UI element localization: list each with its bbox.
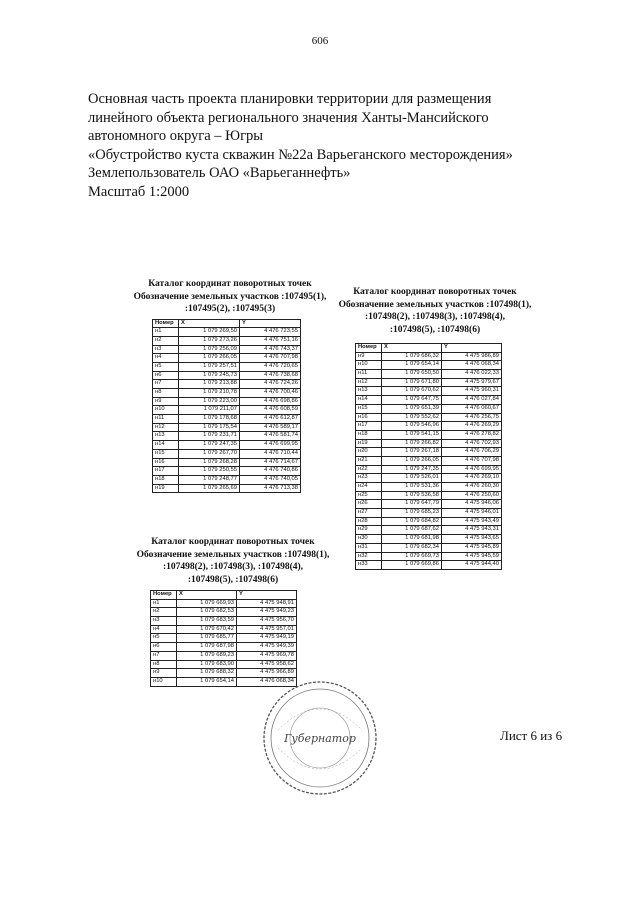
table-row bbox=[356, 483, 502, 492]
heading-line: автономного округа – Югры bbox=[88, 128, 264, 145]
point-id-cell: н26 bbox=[356, 500, 382, 509]
column-header: Номер bbox=[153, 319, 179, 328]
table-row bbox=[356, 474, 502, 483]
x-coordinate-cell: 1 079 223,00 bbox=[179, 397, 240, 406]
y-coordinate-cell: 4 475 944,40 bbox=[442, 561, 502, 570]
table-row bbox=[151, 617, 297, 626]
table-row bbox=[356, 448, 502, 457]
x-coordinate-cell: 1 079 647,75 bbox=[382, 396, 442, 405]
catalog-title-line: Каталог координат поворотных точек bbox=[148, 279, 312, 289]
x-coordinate-cell: 1 079 273,26 bbox=[179, 336, 240, 345]
catalog-title bbox=[125, 278, 335, 316]
x-coordinate-cell: 1 079 654,14 bbox=[177, 677, 237, 686]
y-coordinate-cell: 4 475 949,19 bbox=[237, 634, 297, 643]
point-id-cell: н2 bbox=[153, 336, 179, 345]
point-id-cell: н10 bbox=[151, 677, 177, 686]
y-coordinate-cell: 4 476 702,93 bbox=[442, 439, 502, 448]
table-row bbox=[153, 432, 301, 441]
table-row bbox=[356, 500, 502, 509]
table-row bbox=[151, 669, 297, 678]
point-id-cell: н2 bbox=[151, 608, 177, 617]
y-coordinate-cell: 4 476 612,87 bbox=[240, 415, 301, 424]
governor-seal-stamp bbox=[260, 678, 380, 798]
x-coordinate-cell: 1 079 670,62 bbox=[382, 387, 442, 396]
x-coordinate-cell: 1 079 647,79 bbox=[382, 500, 442, 509]
point-id-cell: н5 bbox=[151, 634, 177, 643]
x-coordinate-cell: 1 079 267,18 bbox=[382, 448, 442, 457]
y-coordinate-cell: 4 475 979,67 bbox=[442, 378, 502, 387]
point-id-cell: н16 bbox=[356, 413, 382, 422]
y-coordinate-cell: 4 476 278,82 bbox=[442, 430, 502, 439]
point-id-cell: н8 bbox=[151, 660, 177, 669]
point-id-cell: н19 bbox=[356, 439, 382, 448]
table-row bbox=[153, 328, 301, 337]
table-header-row bbox=[153, 319, 301, 328]
y-coordinate-cell: 4 476 022,33 bbox=[442, 370, 502, 379]
table-row bbox=[153, 397, 301, 406]
y-coordinate-cell: 4 476 720,65 bbox=[240, 362, 301, 371]
heading-line: Масштаб 1:2000 bbox=[88, 183, 190, 200]
table-row bbox=[356, 456, 502, 465]
x-coordinate-cell: 1 079 689,23 bbox=[177, 651, 237, 660]
x-coordinate-cell: 1 079 265,69 bbox=[179, 484, 240, 493]
x-coordinate-cell: 1 079 682,53 bbox=[177, 608, 237, 617]
heading-line: Землепользователь ОАО «Варьеганнефть» bbox=[88, 165, 351, 182]
x-coordinate-cell: 1 079 256,09 bbox=[179, 345, 240, 354]
y-coordinate-cell: 4 475 943,31 bbox=[442, 526, 502, 535]
y-coordinate-cell: 4 475 956,70 bbox=[237, 617, 297, 626]
x-coordinate-cell: 1 079 266,05 bbox=[382, 456, 442, 465]
x-coordinate-cell: 1 079 257,51 bbox=[179, 362, 240, 371]
column-header: Y bbox=[442, 344, 502, 353]
catalog-title-line: Обозначение земельных участков :107498(1), bbox=[338, 299, 532, 310]
y-coordinate-cell: 4 476 269,29 bbox=[442, 422, 502, 431]
catalog-title-line: Каталог координат поворотных точек bbox=[151, 537, 315, 547]
y-coordinate-cell: 4 475 960,31 bbox=[442, 387, 502, 396]
x-coordinate-cell: 1 079 687,62 bbox=[382, 526, 442, 535]
table-row bbox=[356, 352, 502, 361]
y-coordinate-cell: 4 475 949,23 bbox=[237, 608, 297, 617]
x-coordinate-cell: 1 079 247,35 bbox=[179, 441, 240, 450]
point-id-cell: н8 bbox=[153, 389, 179, 398]
y-coordinate-cell: 4 476 581,74 bbox=[240, 432, 301, 441]
table-row bbox=[151, 651, 297, 660]
y-coordinate-cell: 4 476 751,16 bbox=[240, 336, 301, 345]
x-coordinate-cell: 1 079 213,88 bbox=[179, 380, 240, 389]
point-id-cell: н13 bbox=[153, 432, 179, 441]
x-coordinate-cell: 1 079 650,50 bbox=[382, 370, 442, 379]
point-id-cell: н29 bbox=[356, 526, 382, 535]
y-coordinate-cell: 4 475 945,89 bbox=[442, 543, 502, 552]
y-coordinate-cell: 4 476 724,26 bbox=[240, 380, 301, 389]
x-coordinate-cell: 1 079 669,86 bbox=[382, 561, 442, 570]
y-coordinate-cell: 4 475 966,89 bbox=[237, 669, 297, 678]
point-id-cell: н22 bbox=[356, 465, 382, 474]
point-id-cell: н18 bbox=[153, 475, 179, 484]
x-coordinate-cell: 1 079 687,98 bbox=[177, 643, 237, 652]
point-id-cell: н3 bbox=[153, 345, 179, 354]
table-row bbox=[153, 336, 301, 345]
sheet-number: Лист 6 из 6 bbox=[500, 728, 563, 743]
y-coordinate-cell: 4 475 958,62 bbox=[237, 660, 297, 669]
x-coordinate-cell: 1 079 684,82 bbox=[382, 517, 442, 526]
y-coordinate-cell: 4 476 700,46 bbox=[240, 389, 301, 398]
document-heading bbox=[88, 90, 558, 202]
heading-line: «Обустройство куста скважин №22а Варьеганского месторождения» bbox=[88, 146, 513, 163]
point-id-cell: н6 bbox=[153, 371, 179, 380]
y-coordinate-cell: 4 476 707,98 bbox=[442, 456, 502, 465]
x-coordinate-cell: 1 079 536,58 bbox=[382, 491, 442, 500]
y-coordinate-cell: 4 476 710,44 bbox=[240, 449, 301, 458]
point-id-cell: н3 bbox=[151, 617, 177, 626]
y-coordinate-cell: 4 476 723,55 bbox=[240, 328, 301, 337]
y-coordinate-cell: 4 476 699,95 bbox=[442, 465, 502, 474]
point-id-cell: н15 bbox=[356, 404, 382, 413]
x-coordinate-cell: 1 079 250,55 bbox=[179, 467, 240, 476]
table-row bbox=[356, 430, 502, 439]
y-coordinate-cell: 4 475 943,49 bbox=[442, 517, 502, 526]
y-coordinate-cell: 4 476 060,67 bbox=[442, 404, 502, 413]
y-coordinate-cell: 4 476 740,05 bbox=[240, 475, 301, 484]
table-row bbox=[356, 465, 502, 474]
y-coordinate-cell: 4 475 946,06 bbox=[442, 500, 502, 509]
x-coordinate-cell: 1 079 552,62 bbox=[382, 413, 442, 422]
point-id-cell: н18 bbox=[356, 430, 382, 439]
point-id-cell: н16 bbox=[153, 458, 179, 467]
point-id-cell: н24 bbox=[356, 483, 382, 492]
point-id-cell: н31 bbox=[356, 543, 382, 552]
heading-line: линейного объекта регионального значения Ханты-Мансийского bbox=[88, 109, 489, 126]
catalog-title-line: :107495(2), :107495(3) bbox=[184, 304, 276, 314]
point-id-cell: н9 bbox=[356, 352, 382, 361]
catalog-title bbox=[128, 536, 338, 586]
y-coordinate-cell: 4 476 608,59 bbox=[240, 406, 301, 415]
point-id-cell: н17 bbox=[356, 422, 382, 431]
y-coordinate-cell: 4 475 986,89 bbox=[442, 352, 502, 361]
y-coordinate-cell: 4 476 707,98 bbox=[240, 354, 301, 363]
x-coordinate-cell: 1 079 681,98 bbox=[382, 535, 442, 544]
table-row bbox=[153, 354, 301, 363]
table-row bbox=[153, 475, 301, 484]
y-coordinate-cell: 4 476 260,30 bbox=[442, 483, 502, 492]
column-header: X bbox=[177, 591, 237, 600]
point-id-cell: н12 bbox=[153, 423, 179, 432]
x-coordinate-cell: 1 079 266,05 bbox=[179, 354, 240, 363]
catalog-title-line: :107498(2), :107498(3), :107498(4), bbox=[162, 562, 304, 572]
y-coordinate-cell: 4 475 945,59 bbox=[442, 552, 502, 561]
column-header: Y bbox=[240, 319, 301, 328]
y-coordinate-cell: 4 476 699,95 bbox=[240, 441, 301, 450]
point-id-cell: н7 bbox=[151, 651, 177, 660]
x-coordinate-cell: 1 079 210,78 bbox=[179, 389, 240, 398]
catalog-107495 bbox=[125, 278, 335, 493]
point-id-cell: н25 bbox=[356, 491, 382, 500]
x-coordinate-cell: 1 079 269,50 bbox=[179, 328, 240, 337]
point-id-cell: н17 bbox=[153, 467, 179, 476]
table-row bbox=[151, 608, 297, 617]
y-coordinate-cell: 4 476 698,86 bbox=[240, 397, 301, 406]
y-coordinate-cell: 4 476 738,68 bbox=[240, 371, 301, 380]
x-coordinate-cell: 1 079 688,32 bbox=[177, 669, 237, 678]
catalog-107498-right bbox=[330, 286, 540, 570]
point-id-cell: н5 bbox=[153, 362, 179, 371]
x-coordinate-cell: 1 079 669,73 bbox=[382, 552, 442, 561]
table-row bbox=[153, 458, 301, 467]
point-id-cell: н4 bbox=[153, 354, 179, 363]
x-coordinate-cell: 1 079 268,28 bbox=[179, 458, 240, 467]
point-id-cell: н33 bbox=[356, 561, 382, 570]
x-coordinate-cell: 1 079 686,32 bbox=[382, 352, 442, 361]
point-id-cell: н15 bbox=[153, 449, 179, 458]
point-id-cell: н1 bbox=[151, 599, 177, 608]
y-coordinate-cell: 4 475 946,01 bbox=[442, 509, 502, 518]
x-coordinate-cell: 1 079 531,36 bbox=[382, 483, 442, 492]
table-row bbox=[356, 517, 502, 526]
point-id-cell: н6 bbox=[151, 643, 177, 652]
x-coordinate-cell: 1 079 248,77 bbox=[179, 475, 240, 484]
x-coordinate-cell: 1 079 211,07 bbox=[179, 406, 240, 415]
table-row bbox=[153, 467, 301, 476]
catalog-title bbox=[330, 286, 540, 336]
column-header: Y bbox=[237, 591, 297, 600]
table-row bbox=[153, 449, 301, 458]
point-id-cell: н20 bbox=[356, 448, 382, 457]
x-coordinate-cell: 1 079 247,35 bbox=[382, 465, 442, 474]
table-row bbox=[151, 660, 297, 669]
table-row bbox=[356, 370, 502, 379]
point-id-cell: н4 bbox=[151, 625, 177, 634]
point-id-cell: н14 bbox=[356, 396, 382, 405]
point-id-cell: н23 bbox=[356, 474, 382, 483]
catalog-title-line: Обозначение земельных участков :107498(1), bbox=[136, 549, 330, 560]
table-row bbox=[153, 423, 301, 432]
table-row bbox=[153, 484, 301, 493]
catalog-title-line: Каталог координат поворотных точек bbox=[353, 287, 517, 297]
y-coordinate-cell: 4 476 740,86 bbox=[240, 467, 301, 476]
x-coordinate-cell: 1 079 546,96 bbox=[382, 422, 442, 431]
table-row bbox=[356, 552, 502, 561]
y-coordinate-cell: 4 475 969,78 bbox=[237, 651, 297, 660]
point-id-cell: н14 bbox=[153, 441, 179, 450]
table-row bbox=[151, 625, 297, 634]
column-header: Номер bbox=[151, 591, 177, 600]
table-row bbox=[153, 362, 301, 371]
table-row bbox=[356, 535, 502, 544]
x-coordinate-cell: 1 079 526,01 bbox=[382, 474, 442, 483]
x-coordinate-cell: 1 079 266,82 bbox=[382, 439, 442, 448]
table-row bbox=[356, 509, 502, 518]
catalog-title-line: :107498(5), :107498(6) bbox=[389, 324, 481, 335]
x-coordinate-cell: 1 079 175,54 bbox=[179, 423, 240, 432]
y-coordinate-cell: 4 476 714,67 bbox=[240, 458, 301, 467]
table-row bbox=[356, 378, 502, 387]
x-coordinate-cell: 1 079 683,59 bbox=[177, 617, 237, 626]
y-coordinate-cell: 4 475 948,91 bbox=[237, 599, 297, 608]
y-coordinate-cell: 4 476 068,34 bbox=[237, 677, 297, 686]
point-id-cell: н21 bbox=[356, 456, 382, 465]
table-row bbox=[153, 415, 301, 424]
y-coordinate-cell: 4 476 250,60 bbox=[442, 491, 502, 500]
y-coordinate-cell: 4 476 027,84 bbox=[442, 396, 502, 405]
table-row bbox=[356, 439, 502, 448]
x-coordinate-cell: 1 079 651,39 bbox=[382, 404, 442, 413]
point-id-cell: н27 bbox=[356, 509, 382, 518]
x-coordinate-cell: 1 079 685,23 bbox=[382, 509, 442, 518]
point-id-cell: н30 bbox=[356, 535, 382, 544]
heading-line: Основная часть проекта планировки территории для размещения bbox=[88, 91, 492, 107]
table-row bbox=[153, 371, 301, 380]
y-coordinate-cell: 4 476 706,29 bbox=[442, 448, 502, 457]
coordinates-table bbox=[150, 590, 297, 687]
point-id-cell: н12 bbox=[356, 378, 382, 387]
point-id-cell: н9 bbox=[153, 397, 179, 406]
y-coordinate-cell: 4 476 256,75 bbox=[442, 413, 502, 422]
point-id-cell: н28 bbox=[356, 517, 382, 526]
x-coordinate-cell: 1 079 671,80 bbox=[382, 378, 442, 387]
column-header: X bbox=[382, 344, 442, 353]
x-coordinate-cell: 1 079 683,90 bbox=[177, 660, 237, 669]
point-id-cell: н9 bbox=[151, 669, 177, 678]
point-id-cell: н11 bbox=[153, 415, 179, 424]
table-row bbox=[356, 387, 502, 396]
y-coordinate-cell: 4 475 957,01 bbox=[237, 625, 297, 634]
y-coordinate-cell: 4 475 949,39 bbox=[237, 643, 297, 652]
x-coordinate-cell: 1 079 178,68 bbox=[179, 415, 240, 424]
table-row bbox=[356, 404, 502, 413]
y-coordinate-cell: 4 475 943,65 bbox=[442, 535, 502, 544]
point-id-cell: н10 bbox=[356, 361, 382, 370]
table-row bbox=[151, 643, 297, 652]
table-row bbox=[356, 491, 502, 500]
table-row bbox=[153, 441, 301, 450]
table-row bbox=[153, 345, 301, 354]
table-row bbox=[356, 543, 502, 552]
coordinates-table bbox=[152, 319, 301, 494]
seal-text: Губернатор bbox=[284, 732, 356, 745]
column-header: X bbox=[179, 319, 240, 328]
page-number: 606 bbox=[311, 35, 329, 47]
point-id-cell: н7 bbox=[153, 380, 179, 389]
point-id-cell: н1 bbox=[153, 328, 179, 337]
x-coordinate-cell: 1 079 670,42 bbox=[177, 625, 237, 634]
x-coordinate-cell: 1 079 245,73 bbox=[179, 371, 240, 380]
x-coordinate-cell: 1 079 685,77 bbox=[177, 634, 237, 643]
coordinates-table bbox=[355, 343, 502, 570]
table-row bbox=[356, 396, 502, 405]
table-row bbox=[151, 634, 297, 643]
point-id-cell: н32 bbox=[356, 552, 382, 561]
y-coordinate-cell: 4 476 068,34 bbox=[442, 361, 502, 370]
catalog-107498-bottom bbox=[128, 536, 338, 687]
point-id-cell: н10 bbox=[153, 406, 179, 415]
x-coordinate-cell: 1 079 654,14 bbox=[382, 361, 442, 370]
catalog-title-line: :107498(5), :107498(6) bbox=[187, 574, 279, 585]
table-row bbox=[356, 526, 502, 535]
table-row bbox=[153, 406, 301, 415]
point-id-cell: н19 bbox=[153, 484, 179, 493]
x-coordinate-cell: 1 079 669,93 bbox=[177, 599, 237, 608]
table-row bbox=[356, 361, 502, 370]
table-row bbox=[356, 422, 502, 431]
column-header: Номер bbox=[356, 344, 382, 353]
y-coordinate-cell: 4 476 589,17 bbox=[240, 423, 301, 432]
table-header-row bbox=[356, 344, 502, 353]
y-coordinate-cell: 4 476 269,10 bbox=[442, 474, 502, 483]
x-coordinate-cell: 1 079 231,71 bbox=[179, 432, 240, 441]
table-row bbox=[153, 389, 301, 398]
y-coordinate-cell: 4 476 713,38 bbox=[240, 484, 301, 493]
x-coordinate-cell: 1 079 267,70 bbox=[179, 449, 240, 458]
y-coordinate-cell: 4 476 743,37 bbox=[240, 345, 301, 354]
x-coordinate-cell: 1 079 541,15 bbox=[382, 430, 442, 439]
table-header-row bbox=[151, 591, 297, 600]
table-row bbox=[153, 380, 301, 389]
catalog-title-line: :107498(2), :107498(3), :107498(4), bbox=[364, 312, 506, 322]
point-id-cell: н11 bbox=[356, 370, 382, 379]
table-row bbox=[356, 561, 502, 570]
x-coordinate-cell: 1 079 682,34 bbox=[382, 543, 442, 552]
catalog-title-line: Обозначение земельных участков :107495(1), bbox=[133, 291, 327, 302]
table-row bbox=[356, 413, 502, 422]
point-id-cell: н13 bbox=[356, 387, 382, 396]
table-row bbox=[151, 599, 297, 608]
